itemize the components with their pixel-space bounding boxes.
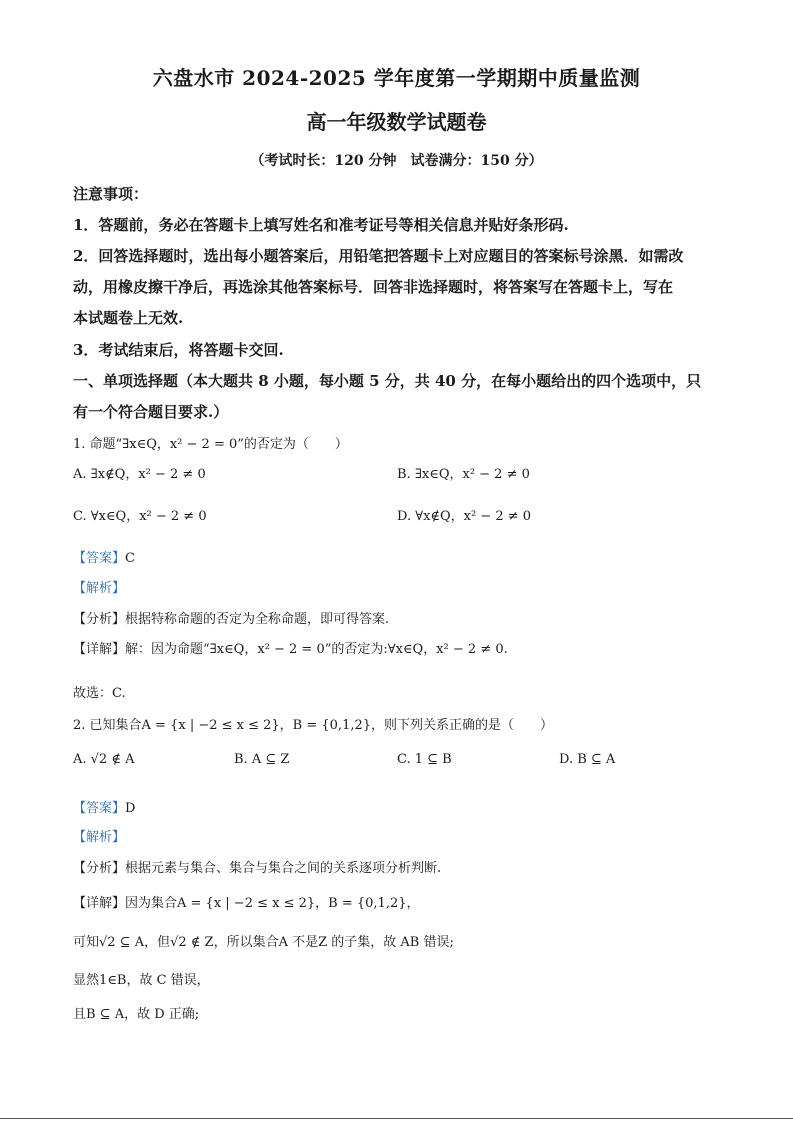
note-item-2-line-1: 2．回答选择题时，选出每小题答案后，用铅笔把答题卡上对应题目的答案标号涂黑．如需改 bbox=[73, 247, 684, 265]
q2-answer-value: D bbox=[125, 801, 136, 816]
q2-analysis-tag: 【解析】 bbox=[73, 830, 126, 845]
q2-analysis bbox=[73, 826, 723, 845]
note-item-2-line-2: 动，用橡皮擦干净后，再选涂其他答案标号．回答非选择题时，将答案写在答题卡上，写在 bbox=[73, 278, 674, 296]
exam-title: 六盘水市 2024-2025 学年度第一学期期中质量监测 bbox=[152, 66, 641, 90]
q2-xiangjie-tag: 【详解】 bbox=[73, 896, 126, 911]
q1-answer-tag: 【答案】 bbox=[73, 551, 126, 566]
q2-option-b: B. A ⊆ Z bbox=[234, 752, 290, 767]
notes-heading: 注意事项： bbox=[73, 185, 149, 203]
q1-answer-value: C bbox=[125, 551, 135, 566]
q1-fenxi-tag: 【分析】 bbox=[73, 612, 126, 627]
q2-fenxi bbox=[73, 857, 723, 876]
q1-analysis bbox=[73, 577, 723, 596]
q1-option-d: D. ∀x∉Q，x² − 2 ≠ 0 bbox=[397, 509, 532, 524]
q1-fenxi-text: 根据特称命题的否定为全称命题，即可得答案. bbox=[125, 612, 390, 627]
q1-analysis-tag: 【解析】 bbox=[73, 581, 126, 596]
page-bottom-rule bbox=[0, 1118, 793, 1119]
q2-option-a: A. √2 ∉ A bbox=[73, 752, 135, 767]
q1-answer bbox=[73, 547, 723, 566]
q2-answer bbox=[73, 797, 723, 816]
q1-conclusion: 故选：C. bbox=[73, 686, 126, 701]
q2-xiangjie-text: 因为集合A = {x | −2 ≤ x ≤ 2}，B = {0,1,2}， bbox=[125, 896, 420, 911]
q1-option-c: C. ∀x∈Q，x² − 2 ≠ 0 bbox=[73, 509, 207, 524]
q1-xiangjie-text: 解：因为命题“∃x∈Q，x² − 2 = 0”的否定为:∀x∈Q，x² − 2 ≠ 0. bbox=[125, 642, 508, 657]
q2-detail-line-4: 且B ⊆ A，故 D 正确; bbox=[73, 1007, 200, 1022]
q1-xiangjie-tag: 【详解】 bbox=[73, 642, 126, 657]
exam-info: （考试时长：120 分钟 试卷满分：150 分） bbox=[250, 153, 543, 169]
section-heading-line-2: 有一个符合题目要求.） bbox=[73, 403, 229, 421]
q2-detail-line-2: 可知√2 ⊆ A，但√2 ∉ Z，所以集合A 不是Z 的子集，故 AB 错误; bbox=[73, 935, 454, 950]
q2-option-d: D. B ⊆ A bbox=[559, 752, 616, 767]
q1-option-b: B. ∃x∈Q，x² − 2 ≠ 0 bbox=[397, 467, 530, 482]
q2-fenxi-tag: 【分析】 bbox=[73, 861, 126, 876]
q2-stem: 2. 已知集合A = {x | −2 ≤ x ≤ 2}，B = {0,1,2}，则下列关系正确的是（ ） bbox=[73, 718, 554, 733]
q1-option-a: A. ∃x∉Q，x² − 2 ≠ 0 bbox=[73, 467, 206, 482]
q1-fenxi bbox=[73, 608, 723, 627]
q1-xiangjie bbox=[73, 638, 723, 657]
note-item-1: 1．答题前，务必在答题卡上填写姓名和准考证号等相关信息并贴好条形码. bbox=[73, 216, 569, 234]
section-heading-line-1: 一、单项选择题（本大题共 8 小题，每小题 5 分，共 40 分，在每小题给出的四个选项中，只 bbox=[73, 372, 702, 390]
q2-fenxi-text: 根据元素与集合、集合与集合之间的关系逐项分析判断. bbox=[125, 861, 442, 876]
note-item-2-line-3: 本试题卷上无效. bbox=[73, 309, 184, 327]
q2-xiangjie bbox=[73, 892, 723, 911]
q2-detail-line-3: 显然1∈B，故 C 错误， bbox=[73, 973, 210, 988]
exam-subtitle: 高一年级数学试题卷 bbox=[306, 110, 487, 134]
q2-answer-tag: 【答案】 bbox=[73, 801, 126, 816]
q2-option-c: C. 1 ⊆ B bbox=[397, 752, 452, 767]
q1-stem: 1. 命题“∃x∈Q，x² − 2 = 0”的否定为（ ） bbox=[73, 437, 348, 452]
note-item-3: 3．考试结束后，将答题卡交回. bbox=[73, 341, 284, 359]
